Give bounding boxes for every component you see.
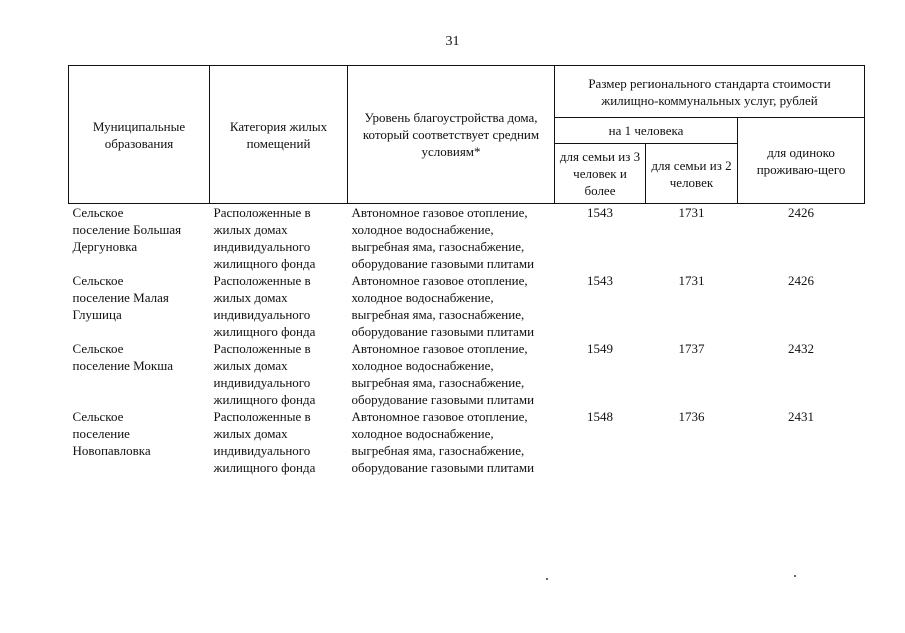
cell-level: Автономное газовое отопление, холодное водоснабжение, выгребная яма, газоснабжение, оборудование газовыми плитами bbox=[351, 205, 535, 271]
cell-category: Расположенные в жилых домах индивидуального жилищного фонда bbox=[213, 273, 316, 339]
header-family2: для семьи из 2 человек bbox=[646, 144, 738, 204]
cell-municipality: Сельское поселение Мокша bbox=[72, 341, 174, 373]
header-category: Категория жилых помещений bbox=[210, 66, 348, 204]
cell-municipality: Сельское поселение Новопавловка bbox=[72, 409, 151, 458]
cell-level: Автономное газовое отопление, холодное водоснабжение, выгребная яма, газоснабжение, оборудование газовыми плитами bbox=[351, 273, 535, 339]
page-number: 31 bbox=[445, 34, 460, 49]
cell-single: 2431 bbox=[788, 409, 814, 424]
header-municipality: Муниципальные образования bbox=[69, 66, 210, 204]
cell-single: 2426 bbox=[788, 273, 814, 288]
table-row bbox=[69, 204, 865, 273]
table-row bbox=[69, 340, 865, 408]
scan-speck bbox=[794, 575, 796, 577]
scan-speck bbox=[546, 578, 548, 580]
cell-category: Расположенные в жилых домах индивидуального жилищного фонда bbox=[213, 341, 316, 407]
cell-category: Расположенные в жилых домах индивидуального жилищного фонда bbox=[213, 409, 316, 475]
cell-family2: 1736 bbox=[678, 409, 705, 424]
table-row bbox=[69, 272, 865, 340]
cell-single: 2426 bbox=[788, 205, 814, 220]
cell-level: Автономное газовое отопление, холодное водоснабжение, выгребная яма, газоснабжение, оборудование газовыми плитами bbox=[351, 341, 535, 407]
cell-municipality: Сельское поселение Малая Глушица bbox=[72, 273, 169, 322]
cell-family2: 1731 bbox=[678, 205, 705, 220]
cell-family3: 1548 bbox=[587, 409, 613, 424]
header-per-person: на 1 человека bbox=[555, 118, 738, 144]
cell-level: Автономное газовое отопление, холодное водоснабжение, выгребная яма, газоснабжение, оборудование газовыми плитами bbox=[351, 409, 535, 475]
cell-family3: 1549 bbox=[587, 341, 613, 356]
cell-family3: 1543 bbox=[587, 205, 613, 220]
cell-family2: 1731 bbox=[678, 273, 705, 288]
tariff-table bbox=[68, 65, 865, 476]
cell-family2: 1737 bbox=[678, 341, 705, 356]
cell-family3: 1543 bbox=[587, 273, 613, 288]
table-row bbox=[69, 408, 865, 476]
table-body bbox=[69, 204, 865, 477]
header-single: для одиноко проживаю-щего bbox=[738, 118, 865, 204]
cell-municipality: Сельское поселение Большая Дергуновка bbox=[72, 205, 182, 254]
header-level: Уровень благоустройства дома, который соответствует средним условиям* bbox=[348, 66, 555, 204]
header-standard: Размер регионального стандарта стоимости жилищно-коммунальных услуг, рублей bbox=[555, 66, 865, 118]
header-family3: для семьи из 3 человек и более bbox=[555, 144, 646, 204]
cell-category: Расположенные в жилых домах индивидуального жилищного фонда bbox=[213, 205, 316, 271]
cell-single: 2432 bbox=[788, 341, 814, 356]
